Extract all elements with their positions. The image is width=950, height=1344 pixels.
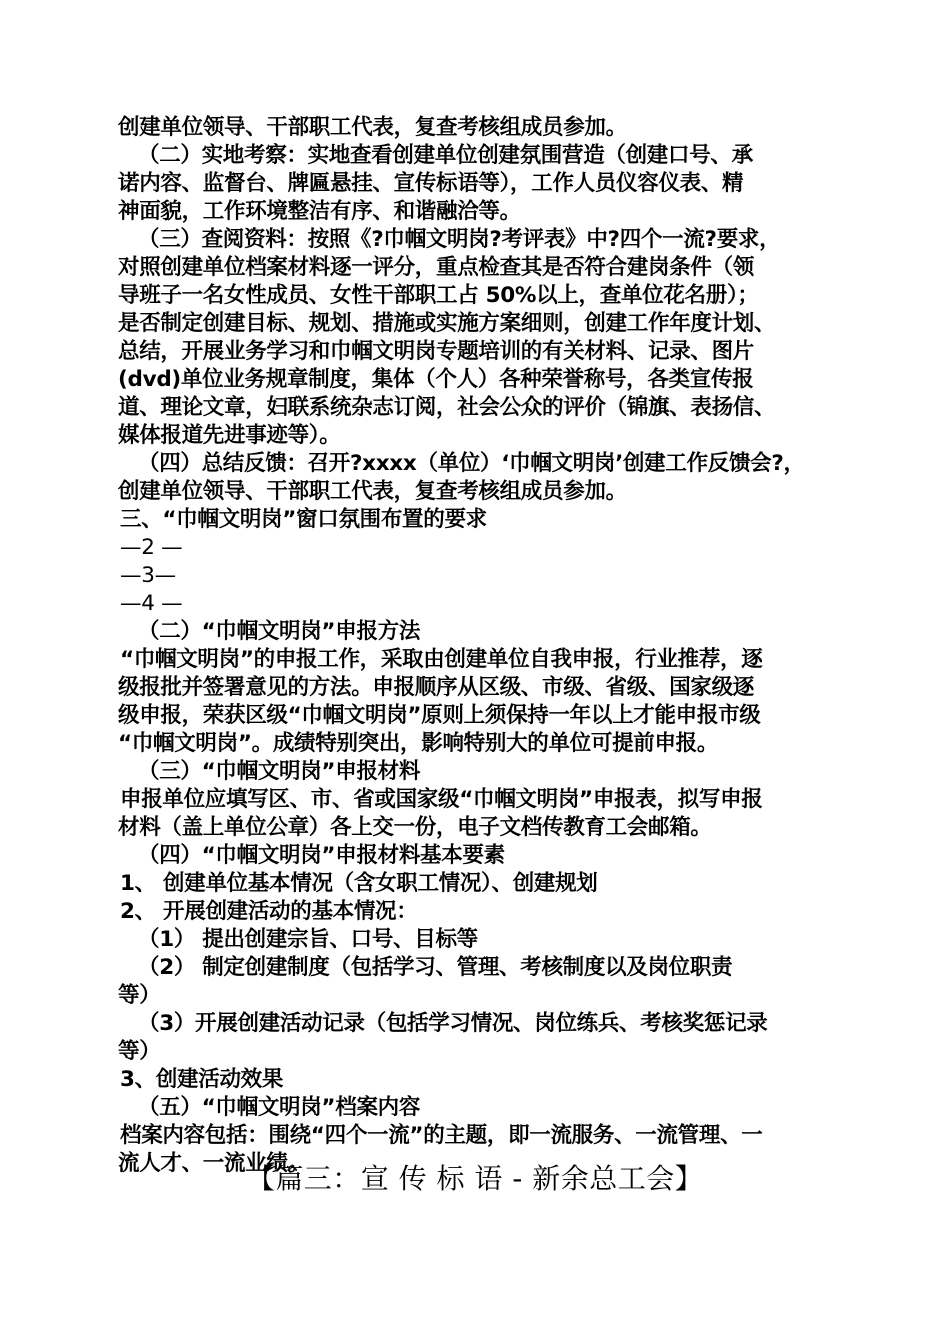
section-heading: （二）“巾帼文明岗”申报方法 [138,619,421,644]
text-line: “巾帼文明岗”。成绩特别突出，影响特别大的单位可提前申报。 [118,731,719,756]
section-heading: （四）“巾帼文明岗”申报材料基本要素 [138,843,505,868]
text-line: 神面貌，工作环境整洁有序、和谐融洽等。 [118,199,521,224]
text-line: 级申报，荣获区级“巾帼文明岗”原则上须保持一年以上才能申报市级 [118,703,761,728]
text-line: 总结，开展业务学习和巾帼文明岗专题培训的有关材料、记录、图片 [118,339,755,364]
section-heading: （三）“巾帼文明岗”申报材料 [138,759,421,784]
text-line: 道、理论文章，妇联系统杂志订阅，社会公众的评价（锦旗、表扬信、 [118,395,776,420]
text-line: “巾帼文明岗”的申报工作，采取由创建单位自我申报，行业推荐，逐 [120,647,763,672]
text-line: 申报单位应填写区、市、省或国家级“巾帼文明岗”申报表，拟写申报 [120,787,763,812]
text-line: 级报批并签署意见的方法。申报顺序从区级、市级、省级、国家级逐 [118,675,755,700]
text-line: 是否制定创建目标、规划、措施或实施方案细则，创建工作年度计划、 [118,311,776,336]
text-line: （四）总结反馈：召开?xxxx（单位）‘巾帼文明岗’创建工作反馈会?， [138,451,805,476]
text-line: 档案内容包括：围绕“四个一流”的主题，即一流服务、一流管理、一 [120,1123,763,1148]
text-line: 材料（盖上单位公章）各上交一份，电子文档传教育工会邮箱。 [118,815,712,840]
text-line: 诺内容、监督台、牌匾悬挂、宣传标语等），工作人员仪容仪表、精 [118,171,744,196]
list-item: 1、 创建单位基本情况（含女职工情况）、创建规划 [120,871,598,896]
text-line: （三）查阅资料：按照《?巾帼文明岗?考评表》中?四个一流?要求， [138,227,781,252]
text-line: （二）实地考察：实地查看创建单位创建氛围营造（创建口号、承 [138,143,753,168]
text-line: (dvd)单位业务规章制度，集体（个人）各种荣誉称号，各类宣传报 [118,367,754,392]
text-line: 创建单位领导、干部职工代表，复查考核组成员参加。 [118,115,627,140]
page-number: —2 — [120,535,183,560]
list-item: 3、创建活动效果 [120,1067,284,1092]
list-item: 2、 开展创建活动的基本情况： [120,899,418,924]
text-line: 等） [118,1039,161,1064]
text-line: 创建单位领导、干部职工代表，复查考核组成员参加。 [118,479,627,504]
text-line: 流人才、一流业绩。 [118,1151,309,1176]
section-heading: 三、“巾帼文明岗”窗口氛围布置的要求 [120,507,487,532]
list-item: （1） 提出创建宗旨、口号、目标等 [138,927,478,952]
text-line: 媒体报道先进事迹等）。 [118,423,341,448]
text-line: 导班子一名女性成员、女性干部职工占 50%以上，查单位花名册）； [118,283,759,308]
page-number: —4 — [120,591,183,616]
text-line: 对照创建单位档案材料逐一评分，重点检查其是否符合建岗条件（领 [118,255,755,280]
list-item: （2） 制定创建制度（包括学习、管理、考核制度以及岗位职责 [138,955,733,980]
page-number: —3— [120,563,176,588]
text-line: 等） [118,983,161,1008]
section-heading: （五）“巾帼文明岗”档案内容 [138,1095,421,1120]
list-item: （3）开展创建活动记录（包括学习情况、岗位练兵、考核奖惩记录 [138,1011,768,1036]
section-title: 【篇三：宣 传 标 语 - 新余总工会】 [246,1162,704,1195]
